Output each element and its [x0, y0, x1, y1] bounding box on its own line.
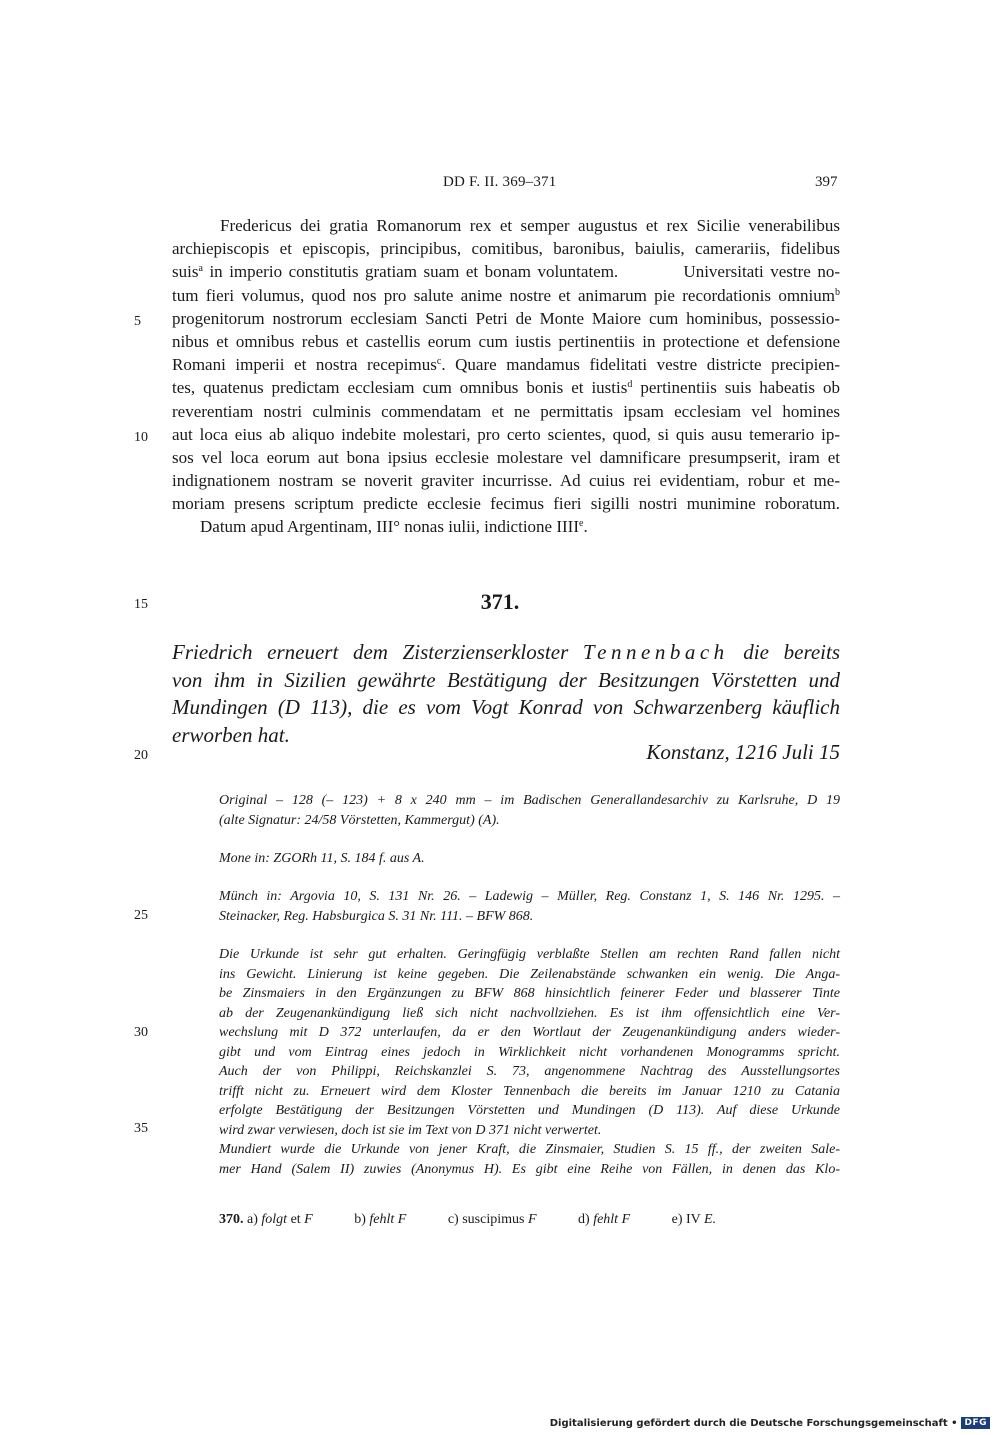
regest-line: erworben hat.	[172, 722, 290, 747]
text-line: indignationem nostram se noverit graviter incurrisse. Ad cuius rei evidentiam, robur et me-	[172, 471, 840, 491]
dating-line: Datum apud Argentinam, III° nonas iulii, indictione IIIIe.	[200, 517, 588, 537]
critical-apparatus: 370. a) folgt et F b) fehlt F c) suscipimus F d) fehlt F e) IV E.	[219, 1212, 717, 1227]
regest-summary	[172, 639, 840, 749]
text-line: tes, quatenus predictam ecclesiam cum omnibus bonis et iustis$^d$ pertinentiis suis habeatis ob	[172, 378, 841, 398]
text-line: archiepiscopis et episcopis, principibus, comitibus, baronibus, baiulis, camerariis, fidelibus	[172, 239, 840, 259]
document-number: 371.	[480, 589, 520, 614]
text-line: Romani imperii et nostra recepimus$^c$. Quare mandamus fidelitati vestre districte precipien-	[172, 355, 841, 375]
page-number: 397	[815, 174, 838, 190]
edition-note: Mone in: ZGORh 11, S. 184 f. aus A.	[219, 851, 425, 866]
line-number: 15	[134, 597, 148, 612]
line-number: 20	[134, 748, 148, 763]
regest-references: Münch in: Argovia 10, S. 131 Nr. 26. – Ladewig – Müller, Reg. Constanz 1, S. 146 Nr. 1295. – Steinacker, Reg. Habsburgica S. 31 Nr. 111. – BFW 868.	[219, 889, 840, 924]
commentary: Die Urkunde ist sehr gut erhalten. Geringfügig verblaßte Stellen am rechten Rand fallen nicht ins Gewicht. Linierung ist keine gegeben. Die Zeilenabstände schwanken ein wenig. Die Anga- be Zinsmaiers in den Ergänzungen zu BFW 868 hinsichtlich feinerer Feder und blasserer Tinte ab der Zeugenankündigung ließ sich nicht nachvollziehen. Es ist ihm offensichtlich eine Ver- wechslung mit D 372 unterlaufen, da er den Wortlaut der Zeugenankündigung anders wieder- gibt und vom Eintrag eines jedoch in Wirklichkeit nicht vorhandenen Monogramms spricht. Auch der von Philippi, Reichskanzlei S. 73, angenommene Nachtrag des Ausstellungsortes trifft nicht zu. Erneuert wird dem Kloster Tennenbach die bereits im Januar 1210 zu Catania erfolgte Bestätigung der Besitzungen Vörstetten und Mundingen (D 113). Auf diese Urkunde wird zwar verwiesen, doch ist sie im Text von D 371 nicht verwertet. Mundiert wurde die Urkunde von jener Kraft, die Zinsmaier, Studien S. 15 ff., der zweiten Sale- mer Hand (Salem II) zuwies (Anonymus H). Es gibt eine Reihe von Fällen, in denen das Klo-	[219, 947, 840, 1177]
line-number: 30	[134, 1025, 148, 1040]
text-line: reverentiam nostri culminis commendatam et ne permittatis ipsam ecclesiam vel homines	[172, 401, 840, 421]
place-date: Konstanz, 1216 Juli 15	[646, 740, 840, 764]
footnote-mark: c	[436, 356, 442, 368]
text-line: tum fieri volumus, quod nos pro salute anime nostre et animarum pie recordationis omnium$^b$	[172, 285, 840, 305]
text-line: suis$^a$ in imperio constitutis gratiam suam et bonam voluntatem. Universitati vestre no-	[172, 262, 840, 282]
footnote-mark: d	[627, 379, 633, 391]
regest-line: Friedrich erneuert dem Zisterzienserkloster Tennenbach die bereits	[172, 640, 840, 664]
funding-footer	[550, 1417, 990, 1429]
line-number: 10	[134, 430, 148, 445]
regest-line: von ihm in Sizilien gewährte Bestätigung der Besitzungen Vörstetten und	[172, 667, 840, 692]
text-line: moriam presens scriptum predicte ecclesie fecimus fieri sigilli nostri munimine roboratum.	[172, 494, 840, 514]
text-line: nibus et omnibus rebus et castellis eorum cum iustis pertinentiis in protectione et defensione	[172, 331, 840, 351]
running-header-title: DD F. II. 369–371	[443, 174, 557, 190]
regest-line: Mundingen (D 113), die es vom Vogt Konrad von Schwarzenberg käuflich	[172, 695, 840, 719]
charter-text	[172, 214, 840, 539]
text-line: aut loca eius ab aliquo indebite molestari, pro certo scientes, quod, si quis ausu temerario ip-	[172, 424, 840, 444]
footnote-mark: e	[578, 518, 584, 530]
original-note: Original – 128 (– 123) + 8 x 240 mm – im Badischen Generallandesarchiv zu Karlsruhe, D 19 (alte Signatur: 24/58 Vörstetten, Kammergut) (A).	[219, 793, 840, 828]
funding-text: Digitalisierung gefördert durch die Deutsche Forschungsgemeinschaft •	[549, 1417, 958, 1429]
footnote-mark: a	[198, 263, 203, 275]
line-number: 35	[134, 1121, 148, 1136]
text-line: sos vel loca eorum aut bona ipsius ecclesie molestare vel damnificare presumpserit, iram et	[172, 447, 840, 467]
text-line: Fredericus dei gratia Romanorum rex et semper augustus et rex Sicilie venerabilibus	[220, 216, 840, 235]
footnote-mark: b	[835, 286, 840, 298]
line-number: 5	[134, 314, 141, 329]
text-line: progenitorum nostrorum ecclesiam Sancti Petri de Monte Maiore cum hominibus, possessio-	[172, 308, 840, 328]
line-number: 25	[134, 908, 148, 923]
dfg-logo: DFG	[961, 1417, 990, 1429]
